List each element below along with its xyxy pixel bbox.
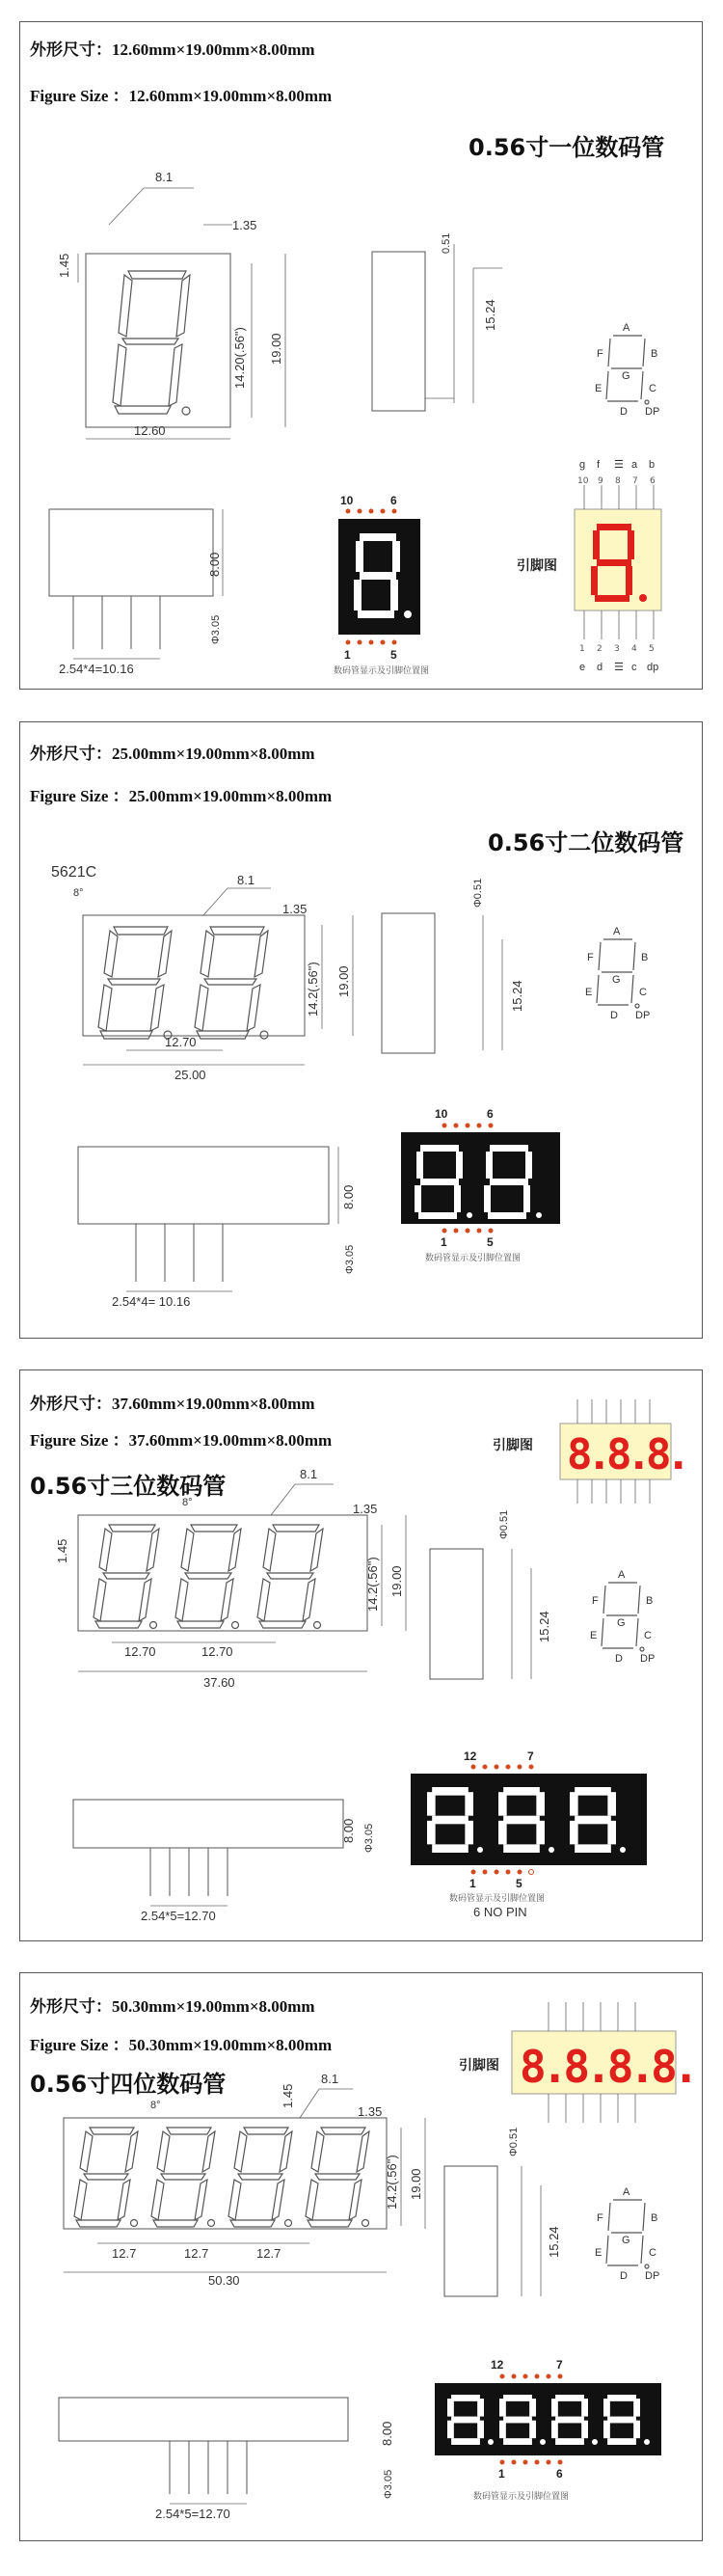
display-segment bbox=[465, 1821, 473, 1844]
spec-cn: 外形尺寸：25.00mm×19.00mm×8.00mm bbox=[30, 745, 315, 763]
front-digit-dp bbox=[208, 2220, 215, 2227]
display-segment bbox=[551, 2399, 558, 2416]
digit-outline-2 bbox=[175, 1525, 241, 1629]
display-segment bbox=[607, 2417, 636, 2424]
display-segment bbox=[633, 2399, 640, 2416]
digit-outline-2 bbox=[195, 927, 268, 1039]
display-segment bbox=[503, 2395, 532, 2401]
dim-h-mid: 14.20(.56") bbox=[232, 327, 247, 389]
svg-text:DP: DP bbox=[635, 1010, 651, 1021]
display-segment bbox=[499, 2399, 506, 2416]
dim-w-bottom: 25.00 bbox=[174, 1068, 206, 1082]
dim-h-mid: 14.2(.56") bbox=[385, 2155, 399, 2210]
display-segment bbox=[451, 2417, 480, 2424]
display-segment bbox=[570, 1792, 578, 1815]
spec-cn: 外形尺寸：12.60mm×19.00mm×8.00mm bbox=[30, 41, 315, 59]
spec-en: Figure Size ：37.60mm×19.00mm×8.00mm bbox=[30, 1431, 333, 1450]
spec-cn: 外形尺寸：50.30mm×19.00mm×8.00mm bbox=[30, 1997, 315, 2016]
svg-text:C: C bbox=[644, 1630, 652, 1641]
svg-text:G: G bbox=[622, 2235, 630, 2246]
display-segment bbox=[536, 1821, 545, 1844]
panel-title: 0.56寸二位数码管 bbox=[488, 829, 684, 856]
display-segment bbox=[451, 2395, 480, 2401]
dim-h-total: 19.00 bbox=[409, 2168, 423, 2200]
dim-h-total: 19.00 bbox=[389, 1565, 404, 1597]
dim-side-top: Φ0.51 bbox=[508, 2127, 520, 2156]
pin-top-1: 12 bbox=[491, 2358, 504, 2372]
svg-text:B: B bbox=[646, 1595, 654, 1607]
display-segment bbox=[427, 1821, 436, 1844]
dim-w-right: 1.35 bbox=[232, 218, 257, 232]
svg-text:A: A bbox=[623, 2186, 630, 2198]
front-outline bbox=[83, 915, 305, 1036]
svg-text:F: F bbox=[597, 348, 603, 360]
digit-outline-3 bbox=[257, 1525, 323, 1629]
svg-text:B: B bbox=[641, 952, 649, 963]
svg-text:G: G bbox=[617, 1617, 626, 1629]
digit-outline bbox=[113, 271, 190, 415]
display-segment bbox=[477, 2399, 484, 2416]
svg-text:A: A bbox=[618, 1569, 626, 1581]
display-caption: 数码管显示及引脚位置图 bbox=[334, 666, 430, 676]
display-segment bbox=[447, 2421, 454, 2438]
svg-text:2: 2 bbox=[597, 644, 602, 654]
svg-text:E: E bbox=[595, 383, 602, 394]
svg-text:G: G bbox=[622, 370, 630, 382]
dim-pin-d: Φ3.05 bbox=[363, 1823, 375, 1853]
svg-text:D: D bbox=[620, 406, 628, 418]
svg-text:8: 8 bbox=[615, 476, 621, 486]
pin-top-2: 7 bbox=[556, 2358, 563, 2372]
display-segment bbox=[427, 1792, 436, 1815]
display-segment bbox=[451, 2438, 480, 2445]
svg-text:F: F bbox=[592, 1595, 599, 1607]
svg-text:DP: DP bbox=[640, 1653, 656, 1665]
svg-text:a: a bbox=[631, 459, 638, 471]
dim-w-bottom: 12.60 bbox=[134, 423, 166, 438]
display-segment bbox=[607, 1792, 616, 1815]
dim-pin-h: 8.00 bbox=[207, 552, 222, 577]
dim-w-bottom: 37.60 bbox=[203, 1675, 235, 1690]
svg-text:5: 5 bbox=[649, 644, 655, 654]
spec-cn: 外形尺寸：37.60mm×19.00mm×8.00mm bbox=[30, 1395, 315, 1413]
front-digit-outline bbox=[306, 2128, 369, 2227]
display-segment bbox=[503, 2438, 532, 2445]
pin-top-1: 12 bbox=[464, 1749, 477, 1763]
dim-w-right: 1.35 bbox=[358, 2104, 383, 2119]
dim-w-top: 8.1 bbox=[155, 170, 174, 184]
display-segment bbox=[499, 2421, 506, 2438]
black-display bbox=[338, 519, 420, 635]
pin-top-1: 10 bbox=[340, 494, 354, 507]
display-segment bbox=[607, 1821, 616, 1844]
pinout-diagram bbox=[512, 2002, 695, 2123]
svg-text:b: b bbox=[649, 459, 656, 471]
display-segment bbox=[536, 1792, 545, 1815]
dim-side-h: 15.24 bbox=[483, 299, 497, 331]
segment-reference bbox=[590, 1569, 655, 1665]
segment-reference bbox=[595, 322, 659, 418]
display-segment bbox=[555, 2438, 584, 2445]
pin-bot-1: 1 bbox=[498, 2467, 505, 2481]
dim-w-mid-2: 12.7 bbox=[184, 2246, 209, 2261]
digit-outline-1 bbox=[94, 1525, 159, 1629]
svg-text:7: 7 bbox=[632, 476, 638, 486]
front-digit-dp bbox=[131, 2220, 138, 2227]
dim-w-right: 1.35 bbox=[282, 902, 308, 916]
dim-angle: 8° bbox=[182, 1497, 193, 1508]
panel-title: 0.56寸四位数码管 bbox=[30, 2071, 227, 2098]
panel-3-drawing bbox=[20, 1370, 704, 1942]
dim-h-left: 1.45 bbox=[55, 1538, 69, 1563]
svg-text:6: 6 bbox=[650, 476, 656, 486]
pin-bot-2: 5 bbox=[487, 1235, 494, 1249]
display-segment bbox=[551, 2421, 558, 2438]
no-pin-note: 6 NO PIN bbox=[473, 1905, 527, 1919]
svg-text:c: c bbox=[631, 662, 637, 673]
display-segment bbox=[503, 1787, 540, 1796]
panel-2-drawing bbox=[20, 722, 704, 1340]
svg-text:B: B bbox=[651, 2212, 658, 2224]
dim-h-left: 1.45 bbox=[57, 253, 71, 278]
display-segment bbox=[603, 2421, 610, 2438]
display-dp bbox=[477, 1847, 483, 1853]
dim-h-total: 19.00 bbox=[269, 333, 283, 365]
dim-h-total: 19.00 bbox=[336, 965, 351, 997]
display-dp bbox=[644, 2439, 650, 2445]
display-segment bbox=[570, 1821, 578, 1844]
front-digit-outline bbox=[151, 2128, 215, 2227]
model-number: 5621C bbox=[51, 864, 97, 881]
display-dp bbox=[540, 2439, 546, 2445]
dim-pin-h: 8.00 bbox=[380, 2421, 394, 2446]
display-caption: 数码管显示及引脚位置图 bbox=[425, 1254, 522, 1263]
svg-text:g: g bbox=[579, 459, 586, 471]
dim-h-left: 1.45 bbox=[281, 2083, 295, 2108]
display-segment bbox=[607, 2438, 636, 2445]
bottom-view bbox=[49, 509, 213, 596]
spec-en: Figure Size ：12.60mm×19.00mm×8.00mm bbox=[30, 87, 333, 105]
dim-pitch: 2.54*4=10.16 bbox=[59, 662, 134, 676]
display-segment bbox=[477, 2421, 484, 2438]
pinout-label: 引脚图 bbox=[459, 2058, 499, 2074]
display-segment bbox=[432, 1787, 469, 1796]
svg-text:9: 9 bbox=[598, 476, 603, 486]
dim-w-mid-1: 12.70 bbox=[124, 1644, 156, 1659]
panel-3-digit bbox=[19, 1369, 703, 1941]
pinout-label: 引脚图 bbox=[517, 558, 557, 574]
segment-reference bbox=[595, 2186, 659, 2282]
svg-text:D: D bbox=[610, 1010, 618, 1021]
svg-text:DP: DP bbox=[645, 406, 660, 418]
digit-outline-1 bbox=[98, 927, 172, 1039]
dim-pin-d: Φ3.05 bbox=[210, 614, 222, 644]
display-segment bbox=[581, 2421, 588, 2438]
svg-text:8.8.8.8.: 8.8.8.8. bbox=[520, 2041, 695, 2093]
side-outline bbox=[444, 2166, 497, 2296]
svg-text:G: G bbox=[612, 974, 621, 986]
svg-text:10: 10 bbox=[577, 476, 589, 486]
svg-text:C: C bbox=[639, 987, 647, 998]
display-segment bbox=[575, 1844, 611, 1853]
pin-bot-1: 1 bbox=[344, 648, 351, 662]
svg-text:E: E bbox=[585, 987, 593, 998]
pin-bot-2: 5 bbox=[390, 648, 397, 662]
pin-bot-1: 1 bbox=[441, 1235, 447, 1249]
dim-w-mid-1: 12.7 bbox=[112, 2246, 137, 2261]
display-segment bbox=[529, 2421, 536, 2438]
svg-text:4: 4 bbox=[631, 644, 637, 654]
dim-h-mid: 14.2(.56") bbox=[306, 962, 320, 1017]
black-display bbox=[401, 1132, 560, 1224]
pin-top-1: 10 bbox=[435, 1107, 448, 1121]
segment-reference bbox=[585, 926, 650, 1021]
dim-pitch: 2.54*5=12.70 bbox=[141, 1909, 216, 1923]
display-segment bbox=[498, 1792, 507, 1815]
svg-text:☰: ☰ bbox=[614, 662, 624, 673]
display-caption: 数码管显示及引脚位置图 bbox=[473, 2492, 570, 2502]
panel-4-drawing bbox=[20, 1973, 704, 2542]
dim-pin-d: Φ3.05 bbox=[344, 1244, 356, 1274]
display-segment bbox=[603, 2399, 610, 2416]
svg-text:A: A bbox=[623, 322, 630, 334]
dim-h-mid: 14.2(.56") bbox=[365, 1557, 380, 1612]
svg-text:☰: ☰ bbox=[614, 459, 624, 471]
front-outline bbox=[86, 254, 230, 427]
panel-1-digit bbox=[19, 21, 703, 690]
display-dp bbox=[488, 2439, 494, 2445]
svg-text:C: C bbox=[649, 383, 656, 394]
panel-title: 0.56寸一位数码管 bbox=[469, 134, 665, 161]
dim-side-h: 15.24 bbox=[510, 980, 524, 1012]
display-segment bbox=[432, 1816, 469, 1825]
spec-en: Figure Size ：50.30mm×19.00mm×8.00mm bbox=[30, 2036, 333, 2054]
pinout-diagram bbox=[575, 459, 661, 673]
bottom-view bbox=[73, 1800, 343, 1848]
dim-side-h: 15.24 bbox=[547, 2226, 561, 2258]
svg-text:D: D bbox=[615, 1653, 623, 1665]
svg-text:A: A bbox=[613, 926, 621, 937]
svg-text:d: d bbox=[597, 662, 603, 673]
pin-top-2: 6 bbox=[390, 494, 397, 507]
dim-w-bottom: 50.30 bbox=[208, 2273, 240, 2288]
dim-pin-h: 8.00 bbox=[341, 1818, 356, 1843]
svg-text:E: E bbox=[590, 1630, 598, 1641]
display-dp bbox=[592, 2439, 598, 2445]
display-segment bbox=[498, 1821, 507, 1844]
svg-text:8.8.8.: 8.8.8. bbox=[567, 1430, 685, 1479]
display-segment bbox=[555, 2417, 584, 2424]
display-segment bbox=[581, 2399, 588, 2416]
dim-pin-d: Φ3.05 bbox=[383, 2469, 394, 2499]
dim-w-right: 1.35 bbox=[353, 1502, 378, 1516]
panel-4-digit bbox=[19, 1972, 703, 2541]
display-dp bbox=[549, 1847, 554, 1853]
display-segment bbox=[503, 1816, 540, 1825]
display-segment bbox=[432, 1844, 469, 1853]
display-segment bbox=[607, 2395, 636, 2401]
front-digit-outlines bbox=[74, 2128, 369, 2227]
front-digit-outline bbox=[228, 2128, 292, 2227]
pinout-diagram bbox=[560, 1399, 685, 1504]
pin-bot-2: 5 bbox=[516, 1877, 522, 1890]
svg-text:F: F bbox=[587, 952, 594, 963]
dim-w-top: 8.1 bbox=[321, 2072, 339, 2086]
pin-bot-1: 1 bbox=[469, 1877, 476, 1890]
dim-w-mid-3: 12.7 bbox=[256, 2246, 281, 2261]
dim-side-top: 0.51 bbox=[441, 232, 452, 254]
dim-side-top: Φ0.51 bbox=[472, 878, 484, 908]
dim-w-top: 8.1 bbox=[300, 1467, 318, 1481]
svg-text:e: e bbox=[579, 662, 586, 673]
svg-text:B: B bbox=[651, 348, 658, 360]
display-segment bbox=[575, 1816, 611, 1825]
side-outline bbox=[372, 252, 425, 411]
display-segment bbox=[503, 2417, 532, 2424]
display-dp bbox=[620, 1847, 626, 1853]
display-segment bbox=[633, 2421, 640, 2438]
front-digit-outline bbox=[74, 2128, 138, 2227]
dim-angle: 8° bbox=[73, 887, 84, 899]
bottom-view bbox=[78, 1147, 329, 1224]
bottom-view bbox=[59, 2398, 348, 2441]
svg-text:F: F bbox=[597, 2212, 603, 2224]
svg-text:E: E bbox=[595, 2247, 602, 2259]
pin-top-2: 6 bbox=[487, 1107, 494, 1121]
display-segment bbox=[529, 2399, 536, 2416]
display-segment bbox=[465, 1792, 473, 1815]
svg-text:D: D bbox=[620, 2270, 628, 2282]
panel-1-drawing bbox=[20, 22, 704, 691]
svg-text:3: 3 bbox=[614, 644, 620, 654]
svg-text:f: f bbox=[597, 459, 601, 471]
side-outline bbox=[430, 1549, 483, 1679]
dim-pin-h: 8.00 bbox=[341, 1184, 356, 1209]
pinout-label: 引脚图 bbox=[493, 1438, 533, 1453]
svg-text:1: 1 bbox=[579, 644, 585, 654]
front-digit-dp bbox=[362, 2220, 369, 2227]
front-digit-dp bbox=[285, 2220, 292, 2227]
dim-w-mid: 12.70 bbox=[165, 1035, 197, 1049]
dim-pitch: 2.54*5=12.70 bbox=[155, 2507, 230, 2521]
spec-en: Figure Size ：25.00mm×19.00mm×8.00mm bbox=[30, 787, 333, 805]
dim-side-top: Φ0.51 bbox=[498, 1509, 510, 1539]
pin-top-2: 7 bbox=[527, 1749, 534, 1763]
svg-text:DP: DP bbox=[645, 2270, 660, 2282]
display-segment bbox=[447, 2399, 454, 2416]
display-caption: 数码管显示及引脚位置图 bbox=[449, 1894, 546, 1904]
svg-text:C: C bbox=[649, 2247, 656, 2259]
svg-text:dp: dp bbox=[647, 662, 659, 673]
display-segment bbox=[555, 2395, 584, 2401]
display-segment bbox=[575, 1787, 611, 1796]
dim-w-mid-2: 12.70 bbox=[201, 1644, 233, 1659]
panel-2-digit bbox=[19, 721, 703, 1339]
side-outline bbox=[382, 913, 435, 1053]
dim-angle: 8° bbox=[150, 2100, 161, 2111]
panel-title: 0.56寸三位数码管 bbox=[30, 1473, 227, 1500]
pin-bot-2: 6 bbox=[556, 2467, 563, 2481]
dim-pitch: 2.54*4= 10.16 bbox=[112, 1294, 191, 1309]
display-segment bbox=[503, 1844, 540, 1853]
dim-w-top: 8.1 bbox=[237, 873, 255, 887]
dim-side-h: 15.24 bbox=[537, 1611, 551, 1642]
